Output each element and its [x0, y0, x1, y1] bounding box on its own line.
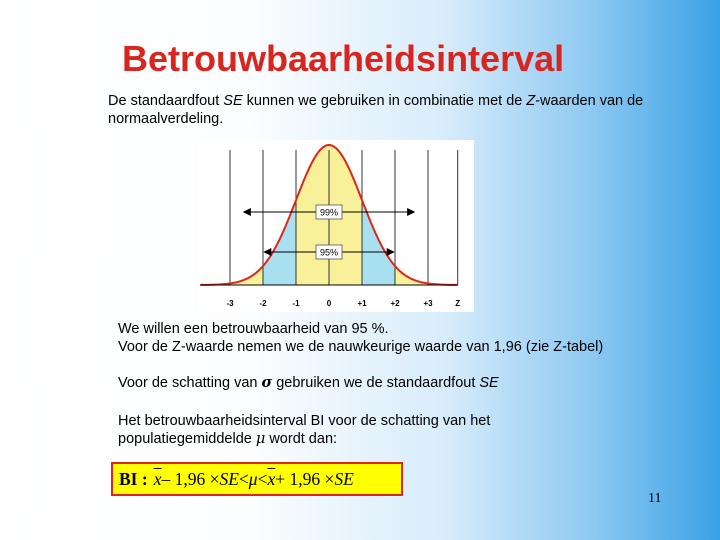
- formula-xbar-2: $\overline{x}$: [267, 468, 276, 489]
- formula-mu: μ: [248, 468, 258, 489]
- intro-part3: -waarden van de normaalverdeling.: [108, 93, 644, 127]
- tick-label: +2: [390, 299, 400, 308]
- sigma-post: gebruiken we de standaardfout: [272, 375, 480, 391]
- formula-se-2: SE: [334, 468, 354, 489]
- axis-label-z: Z: [455, 299, 461, 308]
- normal-distribution-chart: [198, 140, 474, 312]
- sigma-se: SE: [479, 375, 499, 391]
- bi-line2-pre: populatiegemiddelde: [118, 431, 256, 447]
- interval-label: 99%: [319, 207, 339, 218]
- tick-label: -1: [292, 299, 300, 308]
- intro-part1: De standaardfout: [108, 93, 224, 109]
- sigma-symbol: σ: [261, 374, 273, 391]
- mu-symbol: μ: [255, 431, 266, 447]
- bi-line2-post: wordt dan:: [265, 431, 338, 447]
- normal-distribution-svg: [198, 140, 474, 312]
- intro-part2: kunnen we gebruiken in combinatie met de: [242, 93, 527, 109]
- tick-label: +3: [423, 299, 433, 308]
- text-line-zvalue: Voor de Z-waarde nemen we de nauwkeurige waarde van 1,96 (zie Z-tabel): [118, 339, 604, 355]
- text-line-reliability: We willen een betrouwbaarheid van 95 %.: [118, 321, 389, 337]
- tick-label: -2: [259, 299, 267, 308]
- slide-title: Betrouwbaarheidsinterval: [122, 38, 565, 79]
- bi-line1: Het betrouwbaarheidsinterval BI voor de schatting van het: [118, 413, 491, 429]
- text-sigma: [118, 374, 678, 392]
- formula-lt-1: <: [238, 468, 249, 489]
- formula-plus: + 1,96 ×: [275, 468, 335, 489]
- tick-label: -3: [226, 299, 234, 308]
- formula-box: [111, 462, 403, 496]
- tick-label: +1: [357, 299, 367, 308]
- intro-se: SE: [223, 93, 243, 109]
- intro-text: [108, 92, 668, 128]
- text-bi: [118, 412, 678, 448]
- formula-minus: – 1,96 ×: [161, 468, 220, 489]
- text-confidence: [118, 320, 678, 356]
- formula-se-1: SE: [219, 468, 239, 489]
- interval-label: 95%: [319, 247, 339, 258]
- page-number: 11: [648, 491, 662, 506]
- tick-label: 0: [326, 299, 332, 308]
- sigma-pre: Voor de schatting van: [118, 375, 262, 391]
- formula-xbar-1: $\overline{x}$: [153, 468, 162, 489]
- formula-label: BI :: [119, 468, 148, 489]
- bi-line2: [118, 430, 678, 448]
- formula-lt-2: <: [257, 468, 268, 489]
- intro-z: Z: [526, 93, 536, 109]
